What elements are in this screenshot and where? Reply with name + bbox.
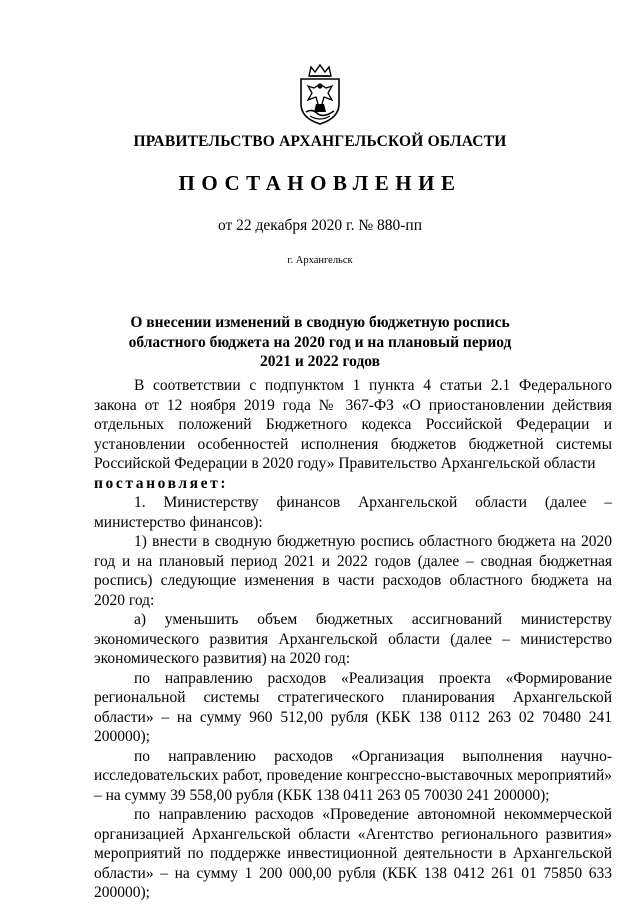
document-date-number: от 22 декабря 2020 г. № 880-пп xyxy=(217,217,423,234)
document-type: ПОСТАНОВЛЕНИЕ xyxy=(178,171,462,195)
document-subject xyxy=(120,313,520,372)
expense-direction: по направлению расходов «Организация выполнения научно-исследовательских работ, проведение конгрессно-выставочных мероприятий» – на сумму 39 558,00 рубля (КБК 138 0411 263 05 70030 241 200000); xyxy=(94,747,612,804)
subject-line: О внесении изменений в сводную бюджетную роспись xyxy=(130,314,510,331)
arkhangelsk-coat-of-arms-icon xyxy=(296,62,344,126)
item-1-subitem-a: а) уменьшить объем бюджетных ассигнований министерству экономического развития Архангельской области (далее – министерство экономического развития) на 2020 год: xyxy=(94,611,612,667)
expense-direction: по направлению расходов «Проведение автономной некоммерческой организацией Архангельской области «Агентство регионального развития» мероприятий по поддержке инвестиционной деятельности в Архангельской области» – на сумму 1 200 000,00 рубля (КБК 138 0412 261 01 75850 633 200000); xyxy=(94,806,612,901)
subject-line: областного бюджета на 2020 год и на плановый период xyxy=(128,333,512,351)
item-1: 1. Министерству финансов Архангельской области (далее – министерство финансов): xyxy=(94,494,612,531)
document-body xyxy=(94,376,612,903)
expense-direction: по направлению расходов «Реализация проекта «Формирование региональной системы стратегического планирования Архангельской области» – на сумму 960 512,00 рубля (КБК 138 0112 263 02 70480 241 200000); xyxy=(94,669,612,745)
government-title: ПРАВИТЕЛЬСТВО АРХАНГЕЛЬСКОЙ ОБЛАСТИ xyxy=(133,133,507,150)
resolves-word: постановляет: xyxy=(94,474,229,492)
subject-line: 2021 и 2022 годов xyxy=(259,353,381,370)
item-1-subitem-1: 1) внести в сводную бюджетную роспись областного бюджета на 2020 год и на плановый период 2021 и 2022 годов (далее – сводная бюджетная роспись) следующие изменения в части расходов областного бюджета на 2020 год: xyxy=(94,533,612,609)
intro-paragraph: В соответствии с подпунктом 1 пункта 4 статьи 2.1 Федерального закона от 12 ноября 2019 года № 367-ФЗ «О приостановлении действия отдельных положений Бюджетного кодекса Российской Федерации и установлении особенностей исполнения бюджетов бюджетной системы Российской Федерации в 2020 году» Правительство Архангельской области xyxy=(94,377,612,472)
document-city: г. Архангельск xyxy=(287,255,353,266)
resolves-paragraph xyxy=(94,474,612,494)
